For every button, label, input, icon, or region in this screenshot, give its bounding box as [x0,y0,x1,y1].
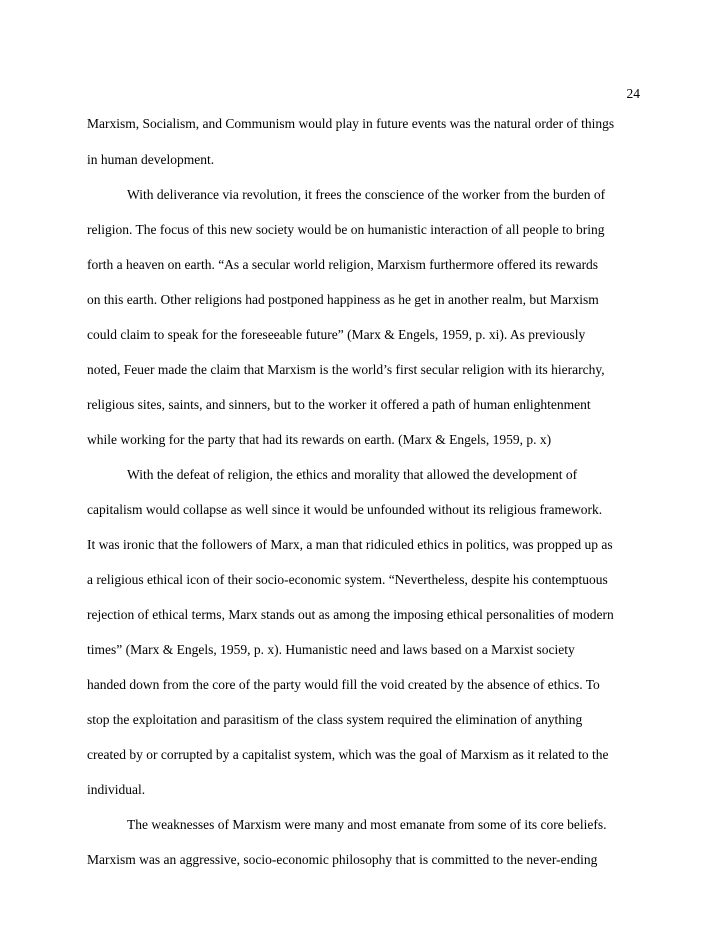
text-line: in human development. [87,152,215,167]
text-line: It was ironic that the followers of Marx, a man that ridiculed ethics in politics, was propped up as [87,537,613,552]
text-line: while working for the party that had its rewards on earth. (Marx & Engels, 1959, p. x) [87,432,552,447]
text-line: created by or corrupted by a capitalist system, which was the goal of Marxism as it related to the [87,747,609,762]
paragraph-start-line: With deliverance via revolution, it frees the conscience of the worker from the burden of [127,187,606,202]
text-line: stop the exploitation and parasitism of the class system required the elimination of anything [87,712,583,727]
text-line: times” (Marx & Engels, 1959, p. x). Humanistic need and laws based on a Marxist society [87,642,575,657]
text-line: individual. [87,782,146,797]
text-line: capitalism would collapse as well since it would be unfounded without its religious framework. [87,502,603,517]
text-line: rejection of ethical terms, Marx stands out as among the imposing ethical personalities of modern [87,607,614,622]
text-line: on this earth. Other religions had postponed happiness as he get in another realm, but Marxism [87,292,599,307]
paragraph-start-line: With the defeat of religion, the ethics and morality that allowed the development of [127,467,578,482]
text-line: Marxism was an aggressive, socio-economic philosophy that is committed to the never-ending [87,852,598,867]
text-line: noted, Feuer made the claim that Marxism is the world’s first secular religion with its hierarchy, [87,362,605,377]
text-line: handed down from the core of the party would fill the void created by the absence of ethics. To [87,677,600,692]
text-line: could claim to speak for the foreseeable future” (Marx & Engels, 1959, p. xi). As previously [87,327,586,342]
text-line: a religious ethical icon of their socio-economic system. “Nevertheless, despite his contemptuous [87,572,608,587]
text-line: religion. The focus of this new society would be on humanistic interaction of all people to bring [87,222,605,237]
paragraph-start-line: The weaknesses of Marxism were many and most emanate from some of its core beliefs. [127,817,607,832]
text-line: Marxism, Socialism, and Communism would play in future events was the natural order of things [87,116,615,131]
text-line: religious sites, saints, and sinners, but to the worker it offered a path of human enlightenment [87,397,591,412]
page-number: 24 [626,86,640,101]
text-line: forth a heaven on earth. “As a secular world religion, Marxism furthermore offered its rewards [87,257,599,272]
